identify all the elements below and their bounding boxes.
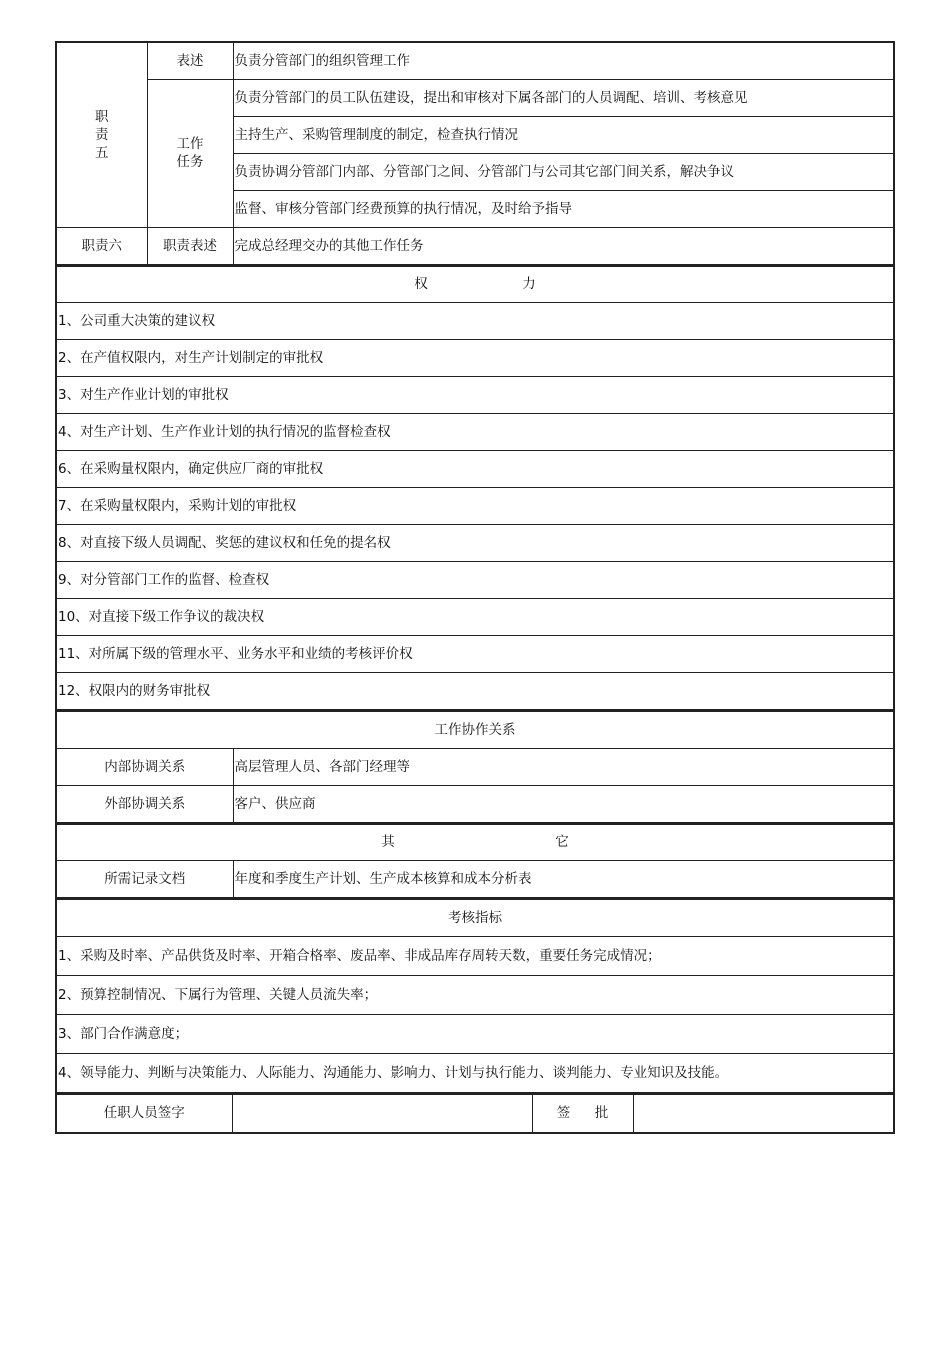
authority-item: 1、公司重大决策的建议权 xyxy=(56,303,894,340)
internal-coordination-value: 高层管理人员、各部门经理等 xyxy=(233,748,894,785)
duty5-task-label: 工作 任务 xyxy=(147,79,233,227)
job-description-sheet xyxy=(55,41,893,1134)
authority-title-right: 力 xyxy=(522,276,536,293)
authority-item: 9、对分管部门工作的监督、检查权 xyxy=(56,562,894,599)
duties-table xyxy=(55,41,895,265)
duty5-desc-label: 表述 xyxy=(147,42,233,79)
staff-signature-label: 任职人员签字 xyxy=(56,1094,232,1133)
authority-item: 8、对直接下级人员调配、奖惩的建议权和任免的提名权 xyxy=(56,525,894,562)
authority-item: 11、对所属下级的管理水平、业务水平和业绩的考核评价权 xyxy=(56,636,894,673)
other-table xyxy=(55,823,895,899)
authority-table xyxy=(55,265,895,711)
duty5-task-item: 负责协调分管部门内部、分管部门之间、分管部门与公司其它部门间关系，解决争议 xyxy=(233,153,894,190)
external-coordination-value: 客户、供应商 xyxy=(233,785,894,822)
signature-table xyxy=(55,1093,895,1134)
authority-item: 4、对生产计划、生产作业计划的执行情况的监督检查权 xyxy=(56,414,894,451)
duty6-label: 职责六 xyxy=(56,227,147,264)
approval-label xyxy=(532,1094,633,1133)
other-title-right: 它 xyxy=(555,834,569,851)
other-title-left: 其 xyxy=(381,834,395,851)
duty5-task-item: 监督、审核分管部门经费预算的执行情况，及时给予指导 xyxy=(233,190,894,227)
assessment-item: 1、采购及时率、产品供货及时率、开箱合格率、废品率、非成品库存周转天数，重要任务完成情况； xyxy=(56,936,894,975)
approval-label-right: 批 xyxy=(594,1105,609,1121)
duty5-task-item: 主持生产、采购管理制度的制定，检查执行情况 xyxy=(233,116,894,153)
internal-coordination-label: 内部协调关系 xyxy=(56,748,233,785)
external-coordination-label: 外部协调关系 xyxy=(56,785,233,822)
other-title xyxy=(56,824,894,861)
authority-item: 2、在产值权限内，对生产计划制定的审批权 xyxy=(56,340,894,377)
assessment-item: 4、领导能力、判断与决策能力、人际能力、沟通能力、影响力、计划与执行能力、谈判能力、专业知识及技能。 xyxy=(56,1053,894,1092)
approval-field[interactable] xyxy=(633,1094,894,1133)
duty5-task-item: 负责分管部门的员工队伍建设，提出和审核对下属各部门的人员调配、培训、考核意见 xyxy=(233,79,894,116)
duty6-desc-text: 完成总经理交办的其他工作任务 xyxy=(233,227,894,264)
authority-item: 12、权限内的财务审批权 xyxy=(56,673,894,710)
approval-label-left: 签 xyxy=(556,1105,571,1121)
authority-item: 3、对生产作业计划的审批权 xyxy=(56,377,894,414)
authority-item: 10、对直接下级工作争议的裁决权 xyxy=(56,599,894,636)
duty5-label: 职 责 五 xyxy=(56,42,147,227)
cooperation-title: 工作协作关系 xyxy=(56,711,894,748)
authority-item: 6、在采购量权限内，确定供应厂商的审批权 xyxy=(56,451,894,488)
assessment-item: 3、部门合作满意度； xyxy=(56,1014,894,1053)
staff-signature-field[interactable] xyxy=(232,1094,532,1133)
assessment-title: 考核指标 xyxy=(56,899,894,936)
authority-item: 7、在采购量权限内，采购计划的审批权 xyxy=(56,488,894,525)
records-value: 年度和季度生产计划、生产成本核算和成本分析表 xyxy=(233,861,894,898)
authority-title xyxy=(56,266,894,303)
authority-title-left: 权 xyxy=(414,276,428,293)
records-label: 所需记录文档 xyxy=(56,861,233,898)
assessment-table xyxy=(55,898,895,1093)
cooperation-table xyxy=(55,710,895,823)
assessment-item: 2、预算控制情况、下属行为管理、关键人员流失率； xyxy=(56,975,894,1014)
duty6-desc-label: 职责表述 xyxy=(147,227,233,264)
duty5-desc-text: 负责分管部门的组织管理工作 xyxy=(233,42,894,79)
